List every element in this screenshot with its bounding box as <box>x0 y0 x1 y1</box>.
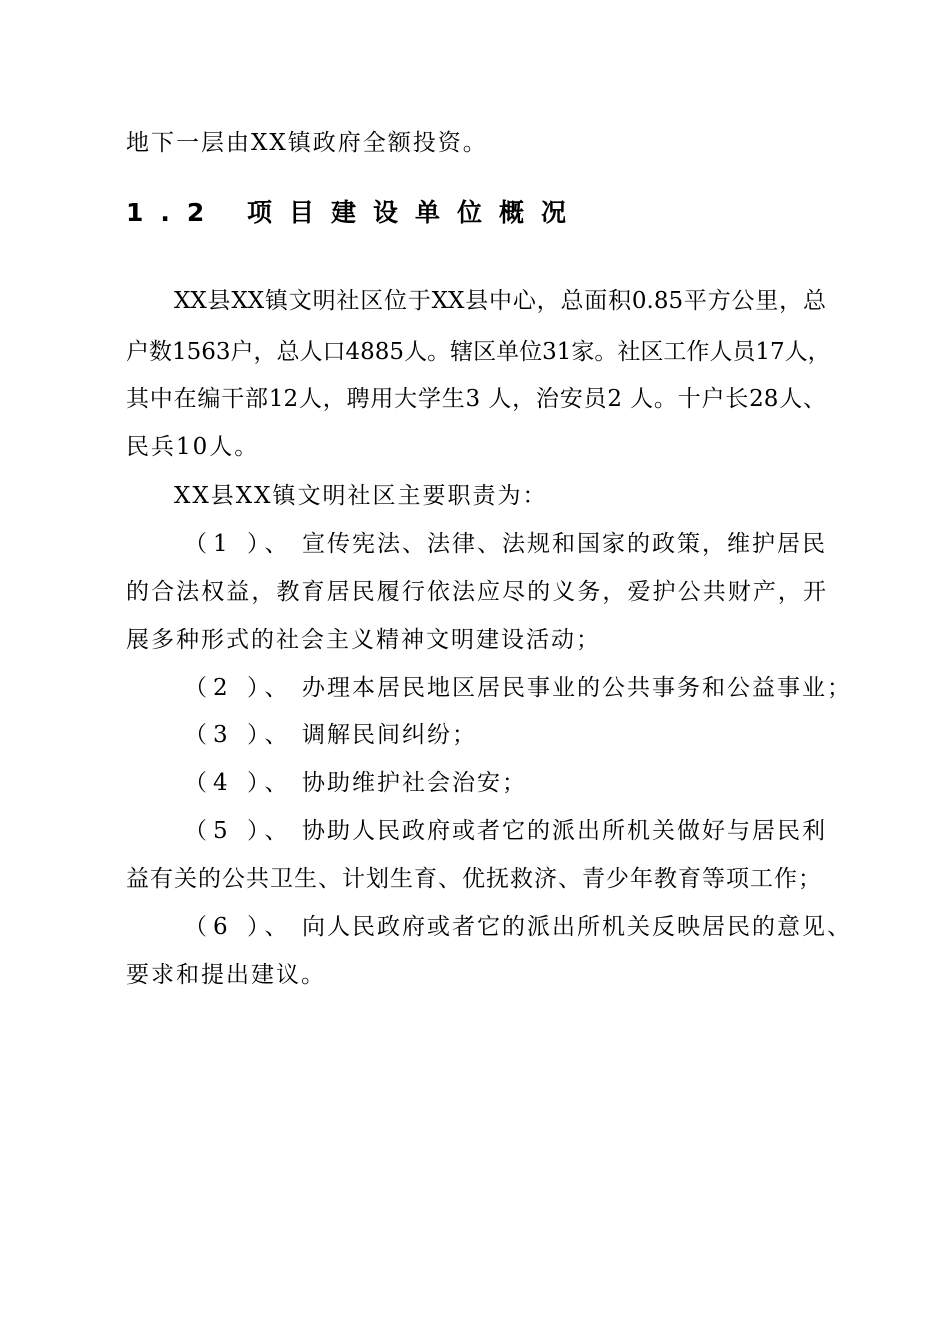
duties-intro: XX县XX镇文明社区主要职责为： <box>174 483 548 509</box>
item-number: （2 ）、 <box>184 675 294 701</box>
item-continuation: 展多种形式的社会主义精神文明建设活动； <box>126 627 601 653</box>
item-text: 办理本居民地区居民事业的公共事务和公益事业； <box>302 675 852 701</box>
item-text: 协助人民政府或者它的派出所机关做好与居民利 <box>302 818 827 844</box>
item-number: （1 ）、 <box>184 531 294 557</box>
paragraph-line: 户数1563户，总人口4885人。辖区单位31家。社区工作人员17人， <box>126 339 831 365</box>
item-text: 宣传宪法、法律、法规和国家的政策，维护居民 <box>302 531 827 557</box>
item-text: 调解民间纠纷； <box>302 722 477 748</box>
item-continuation: 益有关的公共卫生、计划生育、优抚救济、青少年教育等项工作； <box>126 866 822 892</box>
item-continuation: 要求和提出建议。 <box>126 962 326 988</box>
item-number: （4 ）、 <box>184 770 294 796</box>
intro-line: 地下一层由XX镇政府全额投资。 <box>126 130 488 156</box>
item-number: （6 ）、 <box>184 914 294 940</box>
item-number: （3 ）、 <box>184 722 294 748</box>
item-text: 协助维护社会治安； <box>302 770 527 796</box>
paragraph-line: XX县XX镇文明社区位于XX县中心，总面积0.85平方公里，总 <box>174 288 826 314</box>
item-number: （5 ）、 <box>184 818 294 844</box>
paragraph-line: 民兵10人。 <box>126 434 260 460</box>
paragraph-line: 其中在编干部12人，聘用大学生3 人，治安员2 人。十户长28人、 <box>126 386 826 412</box>
item-text: 向人民政府或者它的派出所机关反映居民的意见、 <box>302 914 852 940</box>
section-heading: 1.2 项目建设单位概况 <box>126 198 583 227</box>
item-continuation: 的合法权益，教育居民履行依法应尽的义务，爱护公共财产，开 <box>126 579 826 605</box>
